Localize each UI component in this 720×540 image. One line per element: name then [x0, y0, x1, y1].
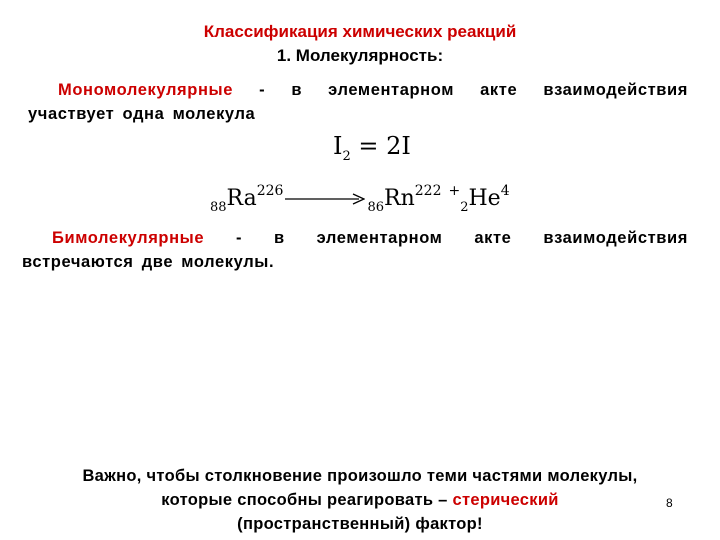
page-number: 8: [666, 496, 673, 510]
monomolecular-text: - в элементарном акте взаимодействия: [233, 81, 688, 99]
bimolecular-text: - в элементарном акте взаимодействия: [204, 229, 688, 247]
monomolecular-text-line2: участвует одна молекула: [28, 105, 256, 123]
slide-subtitle: 1. Молекулярность:: [276, 46, 444, 65]
bimolecular-definition: [22, 226, 688, 274]
note-line-3: (пространственный) фактор!: [237, 515, 483, 533]
formula-radium-decay: $_{88}Ra^{226}_{86}Rn^{222}$ $^+_2He^4$: [210, 183, 510, 215]
steric-factor-note: [0, 464, 720, 536]
bimolecular-term: Бимолекулярные: [52, 229, 205, 247]
steric-term: стерический: [452, 491, 559, 509]
monomolecular-definition: [28, 78, 688, 126]
reaction-arrow-icon: [285, 192, 365, 206]
slide-title: Классификация химических реакций: [203, 22, 517, 41]
formula-iodine-dissociation: $I_2 = 2I$: [333, 132, 411, 164]
note-line-1: Важно, чтобы столкновение произошло теми частями молекулы,: [82, 467, 638, 485]
note-line-2: которые способны реагировать –: [161, 491, 453, 509]
bimolecular-text-line2: встречаются две молекулы.: [22, 253, 275, 271]
monomolecular-term: Мономолекулярные: [58, 81, 233, 99]
